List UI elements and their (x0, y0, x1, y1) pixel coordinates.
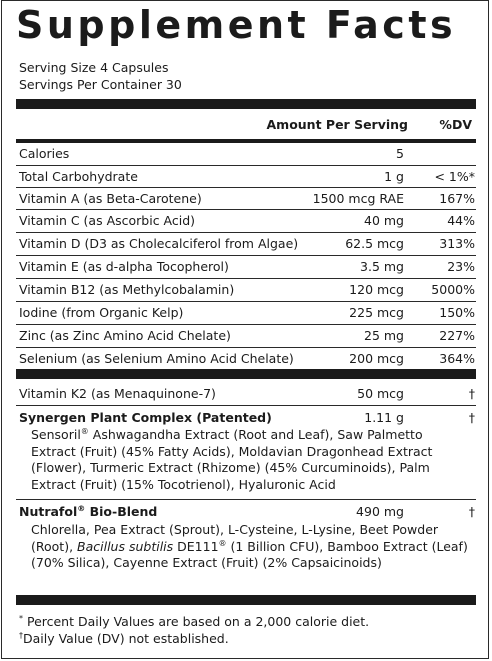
blend-amount: 490 mg (356, 504, 404, 519)
row-divider (16, 232, 476, 233)
nutrient-amount: 5 (396, 146, 404, 161)
panel-title: Supplement Facts (16, 3, 457, 47)
supplement-facts-panel (1, 0, 489, 659)
nutrient-name: Total Carbohydrate (19, 169, 138, 184)
thick-divider (16, 99, 476, 109)
thick-divider (16, 369, 476, 379)
nutrient-name: Vitamin K2 (as Menaquinone-7) (19, 386, 216, 401)
nutrient-dv: 364% (439, 351, 475, 366)
nutrient-amount: 120 mcg (349, 282, 404, 297)
row-divider (16, 499, 476, 500)
nutrient-amount: 1500 mcg RAE (312, 191, 404, 206)
nutrient-dv: 227% (439, 328, 475, 343)
nutrient-name: Zinc (as Zinc Amino Acid Chelate) (19, 328, 231, 343)
row-divider (16, 255, 476, 256)
nutrient-name: Vitamin D (D3 as Cholecalciferol from Algae) (19, 236, 299, 251)
servings-per-container: Servings Per Container 30 (19, 77, 182, 92)
nutrient-dv: † (468, 386, 475, 401)
nutrient-name: Iodine (from Organic Kelp) (19, 305, 184, 320)
nutrient-name: Selenium (as Selenium Amino Acid Chelate) (19, 351, 294, 366)
thick-divider (16, 595, 476, 605)
nutrient-dv: 150% (439, 305, 475, 320)
medium-divider (16, 139, 476, 143)
daily-value-header: %DV (439, 117, 472, 132)
nutrient-amount: 200 mcg (349, 351, 404, 366)
blend-dv: † (468, 504, 475, 519)
nutrient-name: Calories (19, 146, 70, 161)
nutrient-amount: 25 mg (364, 328, 404, 343)
nutrient-name: Vitamin E (as d-alpha Tocopherol) (19, 259, 229, 274)
nutrient-dv: 313% (439, 236, 475, 251)
serving-size: Serving Size 4 Capsules (19, 60, 169, 75)
nutrient-amount: 40 mg (364, 213, 404, 228)
row-divider (16, 165, 476, 166)
row-divider (16, 278, 476, 279)
row-divider (16, 324, 476, 325)
row-divider (16, 187, 476, 188)
nutrient-dv: 167% (439, 191, 475, 206)
footnote-percent-dv: * Percent Daily Values are based on a 2,000 calorie diet. (19, 614, 370, 629)
nutrient-amount: 1 g (384, 169, 404, 184)
nutrient-name: Vitamin A (as Beta-Carotene) (19, 191, 202, 206)
row-divider (16, 301, 476, 302)
nutrient-amount: 62.5 mcg (345, 236, 404, 251)
synergen-ingredients: Sensoril® Ashwagandha Extract (Root and Leaf), Saw Palmetto Extract (Fruit) (45% Fatty Acids), Moldavian Dragonhead Extract (Flower), Turmeric Extract (Rhizome) (45% Curcuminoids), Palm Extract (Fruit) (15% Tocotrienol), Hyaluronic Acid (31, 427, 433, 492)
row-divider (16, 347, 476, 348)
nutrient-name: Vitamin C (as Ascorbic Acid) (19, 213, 196, 228)
nutrient-amount: 50 mcg (357, 386, 404, 401)
nutrient-dv: < 1%* (434, 169, 475, 184)
nutrient-amount: 225 mcg (349, 305, 404, 320)
nutrient-dv: 23% (447, 259, 475, 274)
blend-name: Synergen Plant Complex (Patented) (19, 410, 272, 425)
blend-name: Nutrafol® Bio-Blend (19, 504, 158, 519)
nutrient-name: Vitamin B12 (as Methylcobalamin) (19, 282, 235, 297)
row-divider (16, 405, 476, 406)
nutrient-amount: 3.5 mg (360, 259, 404, 274)
row-divider (16, 209, 476, 210)
footnote-dv-not-established: †Daily Value (DV) not established. (19, 631, 229, 646)
amount-per-serving-header: Amount Per Serving (266, 117, 408, 132)
nutrient-dv: 44% (447, 213, 475, 228)
nutrient-dv: 5000% (431, 282, 475, 297)
blend-dv: † (468, 410, 475, 425)
nutrafol-ingredients: Chlorella, Pea Extract (Sprout), L-Cysteine, L-Lysine, Beet Powder (Root), Bacillus subtilis DE111® (1 Billion CFU), Bamboo Extract (Leaf) (70% Silica), Cayenne Extract (Fruit) (2% Capsaicinoids) (31, 522, 468, 570)
blend-amount: 1.11 g (364, 410, 404, 425)
